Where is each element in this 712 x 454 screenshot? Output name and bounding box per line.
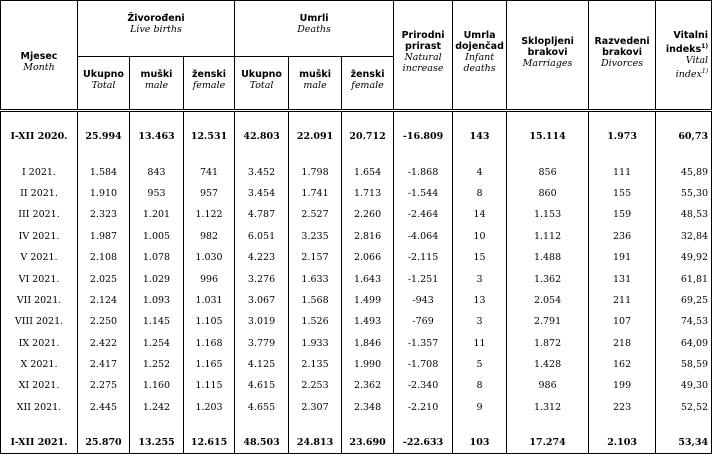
row-label: II 2021. xyxy=(1,183,78,204)
table-cell: 42.803 xyxy=(235,126,289,147)
table-cell: -2.464 xyxy=(394,204,453,225)
spacer-cell xyxy=(1,111,78,127)
table-cell: 1.153 xyxy=(507,204,589,225)
table-cell: -1.251 xyxy=(394,268,453,289)
table-cell: 32,84 xyxy=(656,226,712,247)
table-cell: 2.253 xyxy=(289,375,342,396)
table-cell: 1.312 xyxy=(507,397,589,418)
row-label: VIII 2021. xyxy=(1,311,78,332)
table-cell: 6.051 xyxy=(235,226,289,247)
spacer-cell xyxy=(342,147,394,161)
spacer-cell xyxy=(78,147,130,161)
table-cell: 1.254 xyxy=(130,333,184,354)
table-cell: 199 xyxy=(589,375,656,396)
table-cell: 2.275 xyxy=(78,375,130,396)
table-cell: 3.779 xyxy=(235,333,289,354)
spacer-cell xyxy=(130,111,184,127)
live-births-header: Živorođeni Live births xyxy=(78,1,235,57)
spacer-cell xyxy=(235,418,289,432)
table-cell: 4.223 xyxy=(235,247,289,268)
table-row xyxy=(1,204,712,225)
table-cell: 3.067 xyxy=(235,290,289,311)
table-cell: 2.135 xyxy=(289,354,342,375)
spacer-cell xyxy=(289,111,342,127)
table-cell: -16.809 xyxy=(394,126,453,147)
row-label: X 2021. xyxy=(1,354,78,375)
table-cell: -2.210 xyxy=(394,397,453,418)
table-cell: 2.445 xyxy=(78,397,130,418)
table-cell: 13 xyxy=(453,290,507,311)
table-cell: 60,73 xyxy=(656,126,712,147)
table-cell: 986 xyxy=(507,375,589,396)
spacer-row xyxy=(1,111,712,127)
spacer-cell xyxy=(656,418,712,432)
table-cell: 8 xyxy=(453,183,507,204)
spacer-cell xyxy=(394,147,453,161)
spacer-cell xyxy=(184,111,235,127)
table-cell: 1.846 xyxy=(342,333,394,354)
table-cell: 111 xyxy=(589,161,656,182)
spacer-row xyxy=(1,418,712,432)
deaths-male-header: muški male xyxy=(289,57,342,111)
table-cell: 1.973 xyxy=(589,126,656,147)
table-cell: 953 xyxy=(130,183,184,204)
table-cell: 2.348 xyxy=(342,397,394,418)
row-label: III 2021. xyxy=(1,204,78,225)
table-cell: 55,30 xyxy=(656,183,712,204)
total-row xyxy=(1,432,712,454)
table-cell: 1.910 xyxy=(78,183,130,204)
table-cell: 2.066 xyxy=(342,247,394,268)
infant-deaths-header: Umrla dojenčad Infant deaths xyxy=(453,1,507,111)
table-cell: 2.250 xyxy=(78,311,130,332)
table-row xyxy=(1,333,712,354)
deaths-total-header: Ukupno Total xyxy=(235,57,289,111)
divorces-header: Razvedeni brakovi Divorces xyxy=(589,1,656,111)
table-cell: 1.987 xyxy=(78,226,130,247)
table-body xyxy=(1,111,712,454)
table-cell: 5 xyxy=(453,354,507,375)
table-cell: 1.488 xyxy=(507,247,589,268)
table-cell: 12.615 xyxy=(184,432,235,454)
total-row xyxy=(1,126,712,147)
table-cell: 1.030 xyxy=(184,247,235,268)
table-cell: 2.307 xyxy=(289,397,342,418)
table-cell: 982 xyxy=(184,226,235,247)
table-cell: 2.422 xyxy=(78,333,130,354)
table-cell: 49,92 xyxy=(656,247,712,268)
table-cell: 1.145 xyxy=(130,311,184,332)
table-cell: 24.813 xyxy=(289,432,342,454)
spacer-cell xyxy=(235,111,289,127)
row-label: I-XII 2021. xyxy=(1,432,78,454)
table-cell: 1.428 xyxy=(507,354,589,375)
table-cell: 2.108 xyxy=(78,247,130,268)
table-row xyxy=(1,247,712,268)
table-cell: 1.105 xyxy=(184,311,235,332)
table-cell: 23.690 xyxy=(342,432,394,454)
table-cell: 1.713 xyxy=(342,183,394,204)
table-cell: 162 xyxy=(589,354,656,375)
table-cell: 1.872 xyxy=(507,333,589,354)
table-cell: 860 xyxy=(507,183,589,204)
spacer-cell xyxy=(78,418,130,432)
table-cell: -1.544 xyxy=(394,183,453,204)
table-row xyxy=(1,268,712,289)
spacer-cell xyxy=(1,418,78,432)
table-cell: 2.323 xyxy=(78,204,130,225)
row-label: IV 2021. xyxy=(1,226,78,247)
table-cell: 14 xyxy=(453,204,507,225)
row-label: XII 2021. xyxy=(1,397,78,418)
spacer-cell xyxy=(1,147,78,161)
table-row xyxy=(1,226,712,247)
table-cell: 1.990 xyxy=(342,354,394,375)
table-cell: 741 xyxy=(184,161,235,182)
table-cell: 2.103 xyxy=(589,432,656,454)
table-cell: 1.568 xyxy=(289,290,342,311)
table-cell: 25.994 xyxy=(78,126,130,147)
table-cell: 13.255 xyxy=(130,432,184,454)
table-cell: 4.125 xyxy=(235,354,289,375)
table-cell: 69,25 xyxy=(656,290,712,311)
table-cell: 1.029 xyxy=(130,268,184,289)
table-cell: 49,30 xyxy=(656,375,712,396)
table-cell: 53,34 xyxy=(656,432,712,454)
table-cell: 61,81 xyxy=(656,268,712,289)
table-cell: 52,52 xyxy=(656,397,712,418)
table-cell: 1.741 xyxy=(289,183,342,204)
table-cell: -943 xyxy=(394,290,453,311)
table-cell: 4.655 xyxy=(235,397,289,418)
table-cell: 1.201 xyxy=(130,204,184,225)
table-cell: 1.168 xyxy=(184,333,235,354)
spacer-cell xyxy=(656,147,712,161)
table-cell: 1.798 xyxy=(289,161,342,182)
row-label: XI 2021. xyxy=(1,375,78,396)
row-label: V 2021. xyxy=(1,247,78,268)
spacer-cell xyxy=(130,418,184,432)
month-header: Mjesec Month xyxy=(1,1,78,111)
table-cell: 107 xyxy=(589,311,656,332)
spacer-cell xyxy=(184,418,235,432)
table-cell: -2.115 xyxy=(394,247,453,268)
table-cell: 843 xyxy=(130,161,184,182)
table-cell: 2.791 xyxy=(507,311,589,332)
spacer-cell xyxy=(453,147,507,161)
table-row xyxy=(1,161,712,182)
spacer-cell xyxy=(589,111,656,127)
spacer-cell xyxy=(394,111,453,127)
table-cell: 8 xyxy=(453,375,507,396)
table-cell: 2.054 xyxy=(507,290,589,311)
table-cell: -1.357 xyxy=(394,333,453,354)
spacer-cell xyxy=(589,418,656,432)
table-row xyxy=(1,290,712,311)
table-cell: 1.242 xyxy=(130,397,184,418)
deaths-header: Umrli Deaths xyxy=(235,1,394,57)
table-cell: 1.203 xyxy=(184,397,235,418)
spacer-cell xyxy=(656,111,712,127)
row-label: VII 2021. xyxy=(1,290,78,311)
spacer-cell xyxy=(507,418,589,432)
table-cell: -2.340 xyxy=(394,375,453,396)
table-cell: 3 xyxy=(453,268,507,289)
table-cell: 1.165 xyxy=(184,354,235,375)
table-cell: 2.025 xyxy=(78,268,130,289)
table-cell: 1.252 xyxy=(130,354,184,375)
table-row xyxy=(1,375,712,396)
table-cell: 45,89 xyxy=(656,161,712,182)
table-cell: 2.527 xyxy=(289,204,342,225)
spacer-row xyxy=(1,147,712,161)
table-cell: 143 xyxy=(453,126,507,147)
table-cell: 10 xyxy=(453,226,507,247)
table-row xyxy=(1,311,712,332)
table-cell: 1.499 xyxy=(342,290,394,311)
spacer-cell xyxy=(589,147,656,161)
table-cell: 22.091 xyxy=(289,126,342,147)
row-label: IX 2021. xyxy=(1,333,78,354)
spacer-cell xyxy=(342,111,394,127)
spacer-cell xyxy=(78,111,130,127)
table-cell: 1.584 xyxy=(78,161,130,182)
table-cell: 3 xyxy=(453,311,507,332)
table-cell: 3.276 xyxy=(235,268,289,289)
deaths-female-header: ženski female xyxy=(342,57,394,111)
table-cell: 2.362 xyxy=(342,375,394,396)
table-cell: 4 xyxy=(453,161,507,182)
table-cell: 12.531 xyxy=(184,126,235,147)
table-cell: 131 xyxy=(589,268,656,289)
spacer-cell xyxy=(130,147,184,161)
table-cell: 9 xyxy=(453,397,507,418)
table-cell: 1.093 xyxy=(130,290,184,311)
table-cell: 1.633 xyxy=(289,268,342,289)
table-cell: 11 xyxy=(453,333,507,354)
table-cell: 1.160 xyxy=(130,375,184,396)
table-cell: 3.019 xyxy=(235,311,289,332)
table-cell: 20.712 xyxy=(342,126,394,147)
births-total-header: Ukupno Total xyxy=(78,57,130,111)
table-cell: 64,09 xyxy=(656,333,712,354)
table-cell: 957 xyxy=(184,183,235,204)
table-cell: 48,53 xyxy=(656,204,712,225)
table-cell: 2.157 xyxy=(289,247,342,268)
table-cell: 13.463 xyxy=(130,126,184,147)
row-label: I 2021. xyxy=(1,161,78,182)
table-header xyxy=(1,1,712,111)
row-label: VI 2021. xyxy=(1,268,78,289)
table-cell: 3.454 xyxy=(235,183,289,204)
row-label: I-XII 2020. xyxy=(1,126,78,147)
table-cell: 48.503 xyxy=(235,432,289,454)
table-cell: 2.260 xyxy=(342,204,394,225)
births-male-header: muški male xyxy=(130,57,184,111)
table-cell: 1.005 xyxy=(130,226,184,247)
spacer-cell xyxy=(184,147,235,161)
table-cell: 17.274 xyxy=(507,432,589,454)
table-cell: 223 xyxy=(589,397,656,418)
table-cell: 4.615 xyxy=(235,375,289,396)
marriages-header: Sklopljeni brakovi Marriages xyxy=(507,1,589,111)
table-cell: -22.633 xyxy=(394,432,453,454)
table-cell: 1.933 xyxy=(289,333,342,354)
spacer-cell xyxy=(507,147,589,161)
spacer-cell xyxy=(235,147,289,161)
table-cell: 1.078 xyxy=(130,247,184,268)
table-cell: 2.816 xyxy=(342,226,394,247)
table-cell: 856 xyxy=(507,161,589,182)
table-cell: 211 xyxy=(589,290,656,311)
table-cell: 1.031 xyxy=(184,290,235,311)
table-cell: 2.124 xyxy=(78,290,130,311)
spacer-cell xyxy=(342,418,394,432)
table-row xyxy=(1,354,712,375)
table-cell: 1.643 xyxy=(342,268,394,289)
table-cell: 1.362 xyxy=(507,268,589,289)
spacer-cell xyxy=(507,111,589,127)
spacer-cell xyxy=(289,418,342,432)
table-cell: 15 xyxy=(453,247,507,268)
spacer-cell xyxy=(453,418,507,432)
natural-increase-header: Prirodni prirast Natural increase xyxy=(394,1,453,111)
table-cell: 996 xyxy=(184,268,235,289)
table-cell: 2.417 xyxy=(78,354,130,375)
table-row xyxy=(1,397,712,418)
table-cell: 103 xyxy=(453,432,507,454)
table-cell: 1.115 xyxy=(184,375,235,396)
table-cell: 218 xyxy=(589,333,656,354)
table-cell: 58,59 xyxy=(656,354,712,375)
table-cell: 15.114 xyxy=(507,126,589,147)
table-cell: 3.235 xyxy=(289,226,342,247)
table-row xyxy=(1,183,712,204)
table-cell: -1.708 xyxy=(394,354,453,375)
table-cell: 159 xyxy=(589,204,656,225)
table-cell: 3.452 xyxy=(235,161,289,182)
spacer-cell xyxy=(394,418,453,432)
table-cell: 4.787 xyxy=(235,204,289,225)
spacer-cell xyxy=(453,111,507,127)
table-cell: -1.868 xyxy=(394,161,453,182)
spacer-cell xyxy=(289,147,342,161)
births-female-header: ženski female xyxy=(184,57,235,111)
vital-index-header: Vitalni indeks$^{1)}$ Vital index$^{1)}$ xyxy=(656,1,712,111)
table-cell: 191 xyxy=(589,247,656,268)
table-cell: 236 xyxy=(589,226,656,247)
table-cell: -4.064 xyxy=(394,226,453,247)
table-cell: 74,53 xyxy=(656,311,712,332)
table-cell: 1.654 xyxy=(342,161,394,182)
table-cell: 1.493 xyxy=(342,311,394,332)
table-cell: 155 xyxy=(589,183,656,204)
table-cell: 25.870 xyxy=(78,432,130,454)
table-cell: 1.112 xyxy=(507,226,589,247)
table-cell: 1.526 xyxy=(289,311,342,332)
table-cell: -769 xyxy=(394,311,453,332)
table-cell: 1.122 xyxy=(184,204,235,225)
